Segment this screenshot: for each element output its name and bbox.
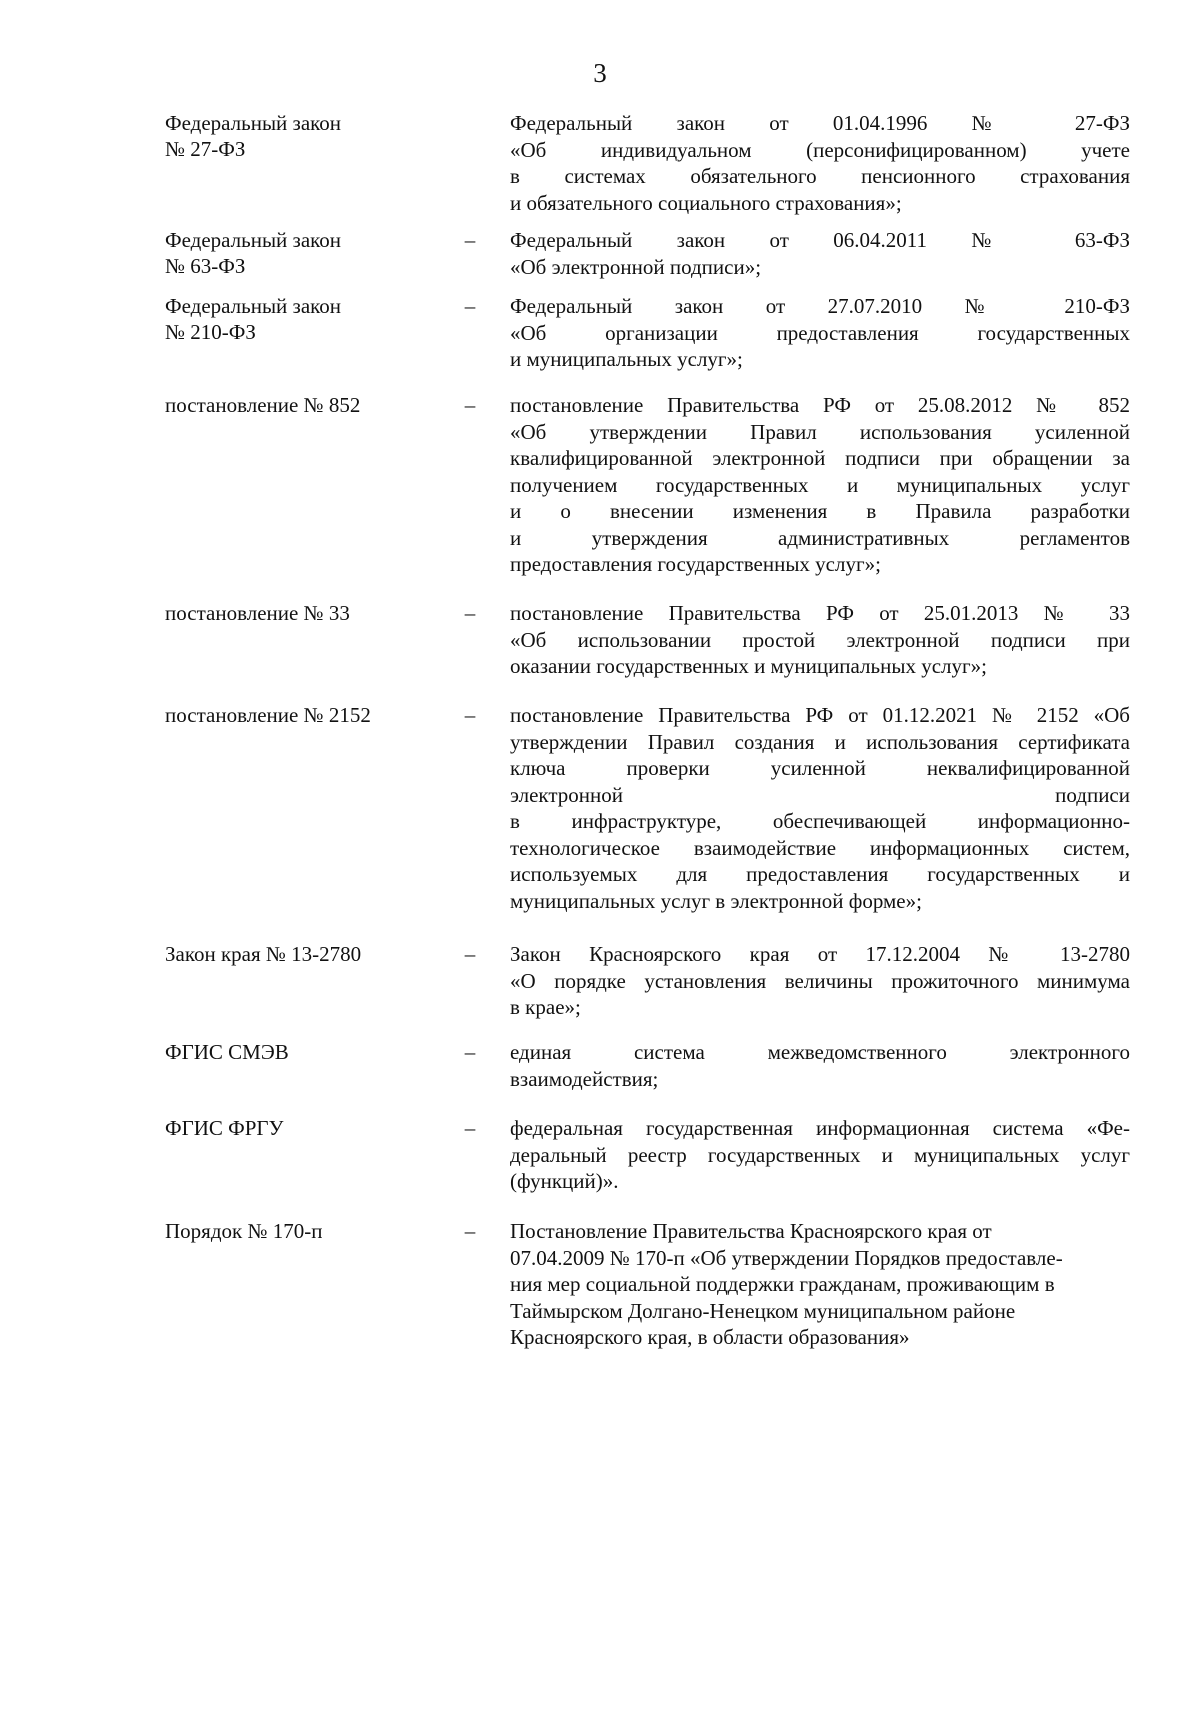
definition-line: получением государственных и муниципальных услуг bbox=[510, 472, 1130, 497]
definition-line: оказании государственных и муниципальных услуг»; bbox=[510, 654, 987, 678]
entry-term bbox=[165, 941, 455, 967]
entry-definition bbox=[510, 600, 1130, 680]
definition-entry bbox=[0, 293, 1200, 392]
definition-line: единая система межведомственного электронного bbox=[510, 1040, 1130, 1064]
definition-entry bbox=[0, 941, 1200, 1039]
term-line: Федеральный закон bbox=[165, 111, 342, 135]
definition-line: взаимодействия; bbox=[510, 1066, 659, 1091]
definition-entry bbox=[0, 1039, 1200, 1115]
definition-line: Постановление Правительства Красноярского края от bbox=[510, 1219, 992, 1243]
term-line: № 27-ФЗ bbox=[165, 137, 246, 161]
entry-definition bbox=[510, 392, 1130, 578]
entry-dash: – bbox=[464, 393, 476, 417]
entry-term bbox=[165, 293, 455, 345]
term-line: постановление № 852 bbox=[165, 393, 361, 417]
definition-line: Красноярского края, в области образования» bbox=[510, 1325, 910, 1349]
definition-line: «Об электронной подписи»; bbox=[510, 254, 762, 279]
definitions-list bbox=[0, 110, 1200, 1358]
entry-dash: – bbox=[464, 228, 476, 252]
definition-line: (функций)». bbox=[510, 1169, 619, 1193]
entry-dash: – bbox=[464, 1040, 476, 1064]
definition-line: используемых для предоставления государственных и bbox=[510, 862, 1130, 886]
definition-entry bbox=[0, 702, 1200, 941]
definition-line: «Об утверждении Правил использования усиленной bbox=[510, 419, 1130, 444]
entry-definition bbox=[510, 110, 1130, 216]
entry-term bbox=[165, 702, 455, 728]
definition-line: деральный реестр государственных и муниципальных услуг bbox=[510, 1142, 1130, 1167]
entry-term bbox=[165, 1039, 455, 1065]
entry-term bbox=[165, 600, 455, 626]
definition-line: в системах обязательного пенсионного страхования bbox=[510, 164, 1130, 188]
definition-line: в крае»; bbox=[510, 995, 581, 1019]
entry-dash: – bbox=[464, 942, 476, 966]
definition-entry bbox=[0, 227, 1200, 293]
definition-line: муниципальных услуг в электронной форме»; bbox=[510, 888, 922, 913]
definition-entry bbox=[0, 1115, 1200, 1218]
term-line: № 210-ФЗ bbox=[165, 320, 256, 344]
definition-line: ния мер социальной поддержки гражданам, проживающим в bbox=[510, 1272, 1055, 1296]
entry-dash: – bbox=[464, 703, 476, 727]
entry-dash: – bbox=[464, 294, 476, 318]
definition-line: Федеральный закон от 27.07.2010 № 210-ФЗ bbox=[510, 294, 1130, 318]
entry-term bbox=[165, 1218, 455, 1244]
definition-line: постановление Правительства РФ от 25.01.2013 № 33 bbox=[510, 601, 1130, 625]
definition-line: и муниципальных услуг»; bbox=[510, 347, 743, 371]
definition-line: Таймырском Долгано-Ненецком муниципальном районе bbox=[510, 1298, 1016, 1323]
page-number: 3 bbox=[593, 58, 607, 88]
definition-line: «Об использовании простой электронной подписи при bbox=[510, 627, 1130, 652]
entry-definition bbox=[510, 1218, 1130, 1351]
definition-line: предоставления государственных услуг»; bbox=[510, 552, 881, 576]
entry-dash: – bbox=[464, 1219, 476, 1243]
term-line: Закон края № 13-2780 bbox=[165, 942, 362, 966]
term-line: постановление № 33 bbox=[165, 601, 350, 625]
entry-dash: – bbox=[464, 601, 476, 625]
definition-line: технологическое взаимодействие информационных систем, bbox=[510, 835, 1130, 860]
entry-definition bbox=[510, 702, 1130, 914]
definition-line: электронной подписи bbox=[510, 782, 1130, 807]
entry-dash: – bbox=[464, 1116, 476, 1140]
term-line: ФГИС ФРГУ bbox=[165, 1116, 284, 1140]
entry-term bbox=[165, 392, 455, 418]
term-line: постановление № 2152 bbox=[165, 703, 371, 727]
term-line: Федеральный закон bbox=[165, 294, 342, 318]
entry-term bbox=[165, 227, 455, 279]
definition-line: ключа проверки усиленной неквалифицированной bbox=[510, 756, 1130, 780]
definition-entry bbox=[0, 1218, 1200, 1358]
entry-definition bbox=[510, 1039, 1130, 1092]
definition-line: и обязательного социального страхования»; bbox=[510, 190, 902, 215]
definition-line: 07.04.2009 № 170-п «Об утверждении Порядков предоставле- bbox=[510, 1245, 1063, 1270]
term-line: Федеральный закон bbox=[165, 228, 342, 252]
definition-line: Закон Красноярского края от 17.12.2004 № 13-2780 bbox=[510, 942, 1130, 966]
term-line: Порядок № 170-п bbox=[165, 1219, 323, 1243]
term-line: ФГИС СМЭВ bbox=[165, 1040, 289, 1064]
definition-line: утверждении Правил создания и использования сертификата bbox=[510, 729, 1130, 754]
term-line: № 63-ФЗ bbox=[165, 254, 246, 278]
entry-definition bbox=[510, 227, 1130, 280]
definition-line: «Об индивидуальном (персонифицированном) учете bbox=[510, 137, 1130, 162]
entry-definition bbox=[510, 941, 1130, 1021]
definition-line: «Об организации предоставления государственных bbox=[510, 320, 1130, 345]
entry-definition bbox=[510, 1115, 1130, 1195]
definition-line: Федеральный закон от 06.04.2011 № 63-ФЗ bbox=[510, 228, 1130, 252]
entry-term bbox=[165, 110, 455, 162]
definition-line: квалифицированной электронной подписи при обращении за bbox=[510, 446, 1130, 470]
entry-definition bbox=[510, 293, 1130, 373]
definition-line: федеральная государственная информационная система «Фе- bbox=[510, 1116, 1130, 1140]
definition-line: «О порядке установления величины прожиточного минимума bbox=[510, 968, 1130, 993]
definition-line: и утверждения административных регламентов bbox=[510, 525, 1130, 550]
definition-line: постановление Правительства РФ от 01.12.2021 № 2152 «Об bbox=[510, 703, 1130, 727]
definition-entry bbox=[0, 600, 1200, 702]
definition-line: в инфраструктуре, обеспечивающей информационно- bbox=[510, 809, 1130, 833]
definition-entry bbox=[0, 392, 1200, 600]
definition-line: Федеральный закон от 01.04.1996 № 27-ФЗ bbox=[510, 111, 1130, 135]
entry-term bbox=[165, 1115, 455, 1141]
definition-line: и о внесении изменения в Правила разработки bbox=[510, 499, 1130, 523]
definition-line: постановление Правительства РФ от 25.08.2012 № 852 bbox=[510, 393, 1130, 417]
definition-entry bbox=[0, 110, 1200, 227]
